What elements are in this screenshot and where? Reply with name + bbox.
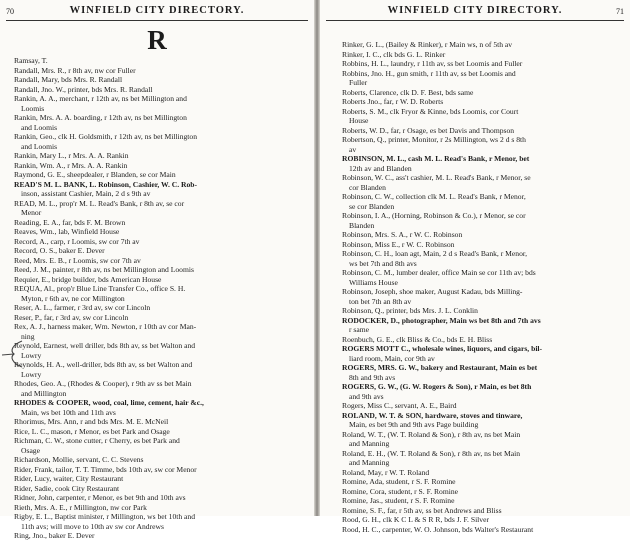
left-entry-list	[14, 56, 306, 541]
directory-entry: Robinson, W. C., ass't cashier, M. L. Read's Bank, r Menor, se	[342, 173, 531, 182]
directory-entry: Robbins, H. L., laundry, r 11th av, ss bet Loomis and Fuller	[342, 59, 523, 68]
directory-entry: Roenbuch, G. E., clk Bliss & Co., bds E. H. Bliss	[342, 334, 493, 344]
entry-continuation: Blanden	[349, 220, 375, 230]
directory-entry: Roland, May, r W. T. Roland	[342, 467, 430, 477]
entry-continuation: and Loomis	[21, 122, 58, 132]
entry-continuation: av	[349, 144, 357, 154]
left-page	[0, 0, 314, 540]
directory-entry: Rinker, I. C., clk bds G. L. Rinker	[342, 49, 446, 59]
directory-entry: Reed, J. M., painter, r 8th av, ns bet Millington and Loomis	[14, 265, 194, 274]
directory-entry: Reser, A. L., farmer, r 3rd av, sw cor Lincoln	[14, 303, 151, 312]
directory-entry: Rinker, G. L., (Bailey & Rinker), r Main ws, n of 5th av	[342, 40, 513, 49]
directory-entry: Ring, Jno., baker E. Dever	[14, 531, 95, 540]
directory-entry: Roberts, W. D., far, r Osage, es bet Davis and Thompson	[342, 125, 515, 135]
directory-entry: Rigby, E. L., Baptist minister, r Millington, ws bet 10th and	[14, 512, 196, 521]
section-letter: R	[147, 25, 167, 55]
directory-entry: Reynolds, H. A., well-driller, bds 8th av, ss bet Walton and	[14, 360, 193, 369]
directory-entry: Reaves, Wm., lab, Winfield House	[14, 227, 120, 236]
directory-entry: ROBINSON, M. L., cash M. L. Read's Bank, r Menor, bet	[342, 154, 530, 163]
entry-continuation: ning	[21, 331, 35, 341]
pencil-bracket-mark	[0, 339, 28, 369]
directory-entry: Roland, E. H., (W. T. Roland & Son), r 8th av, ns bet Main	[342, 448, 521, 458]
directory-entry: Rankin, Wm. A., r Mrs. A. A. Rankin	[14, 160, 128, 170]
directory-entry: Ridner, John, carpenter, r Menor, es bet 9th and 10th avs	[14, 493, 186, 502]
directory-entry: RODOCKER, D., photographer, Main ws bet 8th and 7th avs	[342, 315, 541, 325]
entry-continuation: 11th avs; will move to 10th av sw cor Andrews	[21, 521, 164, 531]
directory-entry: Robinson, I. A., (Horning, Robinson & Co.), r Menor, se cor	[342, 211, 526, 220]
entry-continuation: and Manning	[349, 439, 390, 448]
directory-entry: Rider, Sadie, cook City Restaurant	[14, 483, 120, 493]
directory-entry: Roland, W. T., (W. T. Roland & Son), r 8th av, ns bet Main	[342, 429, 521, 439]
entry-continuation: liard room, Main, cor 9th av	[349, 353, 435, 363]
directory-entry: Rex, A. J., harness maker, Wm. Newton, r 10th av cor Man-	[14, 322, 197, 331]
directory-entry: Randall, Mrs. R., r 8th av, nw cor Fuller	[14, 65, 136, 75]
directory-entry: Roberts, S. M., clk Fryor & Kinne, bds Loomis, cor Court	[342, 106, 519, 116]
directory-entry: ROLAND, W. T. & SON, hardware, stoves and tinware,	[342, 410, 523, 420]
directory-entry: Roberts Jno., far, r W. D. Roberts	[342, 97, 444, 106]
running-head: WINFIELD CITY DIRECTORY.	[69, 5, 245, 16]
directory-entry: Rogers, Miss C., servant, A. E., Baird	[342, 401, 457, 410]
entry-continuation: r same	[349, 325, 370, 334]
directory-entry: Robinson, Mrs. S. A., r W. C. Robinson	[342, 230, 463, 239]
entry-continuation: Lowry	[21, 369, 42, 379]
entry-continuation: Osage	[21, 445, 40, 455]
directory-entry: Reading, E. A., far, bds F. M. Brown	[14, 217, 126, 227]
directory-entry: Rankin, Mrs. A. A. boarding, r 12th av, ns bet Millington	[14, 113, 187, 122]
page-number: 70	[6, 7, 14, 16]
directory-entry: Romine, Cora, student, r S. F. Romine	[342, 486, 459, 496]
page-number: 71	[616, 7, 624, 16]
directory-entry: ROGERS, G. W., (G. W. Rogers & Son), r Main, es bet 8th	[342, 382, 532, 391]
entry-continuation: Myton, r 6th av, ne cor Millington	[21, 293, 125, 303]
entry-continuation: House	[349, 116, 369, 125]
directory-entry: Rhodes, Geo. A., (Rhodes & Cooper), r 9th av ss bet Main	[14, 379, 192, 388]
entry-continuation: ton bet 7th an 8th av	[349, 296, 412, 306]
directory-entry: Robinson, Q., printer, bds Mrs. J. L. Conklin	[342, 306, 478, 315]
directory-entry: Raymond, G. E., sheepdealer, r Blanden, se cor Main	[14, 170, 176, 179]
entry-continuation: Main, ws bet 10th and 11th avs	[21, 407, 116, 417]
directory-entry: Reynold, Earnest, well driller, bds 8th av, ss bet Walton and	[14, 341, 196, 350]
directory-entry: Rhorimus, Mrs. Ann, r and bds Mrs. M. E. McNeil	[14, 417, 169, 426]
directory-entry: Rankin, A. A., merchant, r 12th av, ns bet Millington and	[14, 94, 187, 103]
directory-entry: ROGERS, MRS. G. W., bakery and Restaurant, Main es bet	[342, 363, 538, 372]
directory-entry: Record, A., carp, r Loomis, sw cor 7th av	[14, 236, 140, 246]
entry-continuation: Lowry	[21, 350, 42, 360]
directory-entry: READ, M. L., prop'r M. L. Read's Bank, r 8th av, se cor	[14, 198, 185, 208]
entry-continuation: Loomis	[21, 103, 45, 113]
running-head: WINFIELD CITY DIRECTORY.	[387, 5, 563, 16]
entry-continuation: Fuller	[349, 78, 368, 87]
directory-entry: Rood, G. H., clk K C L & S R R, bds J. F. Silver	[342, 515, 489, 524]
directory-entry: Rice, L. C., mason, r Menor, es bet Park and Osage	[14, 426, 170, 436]
directory-entry: Ramsay, T.	[14, 56, 48, 65]
directory-entry: Robinson, C. H., loan agt, Main, 2 d s Read's Bank, r Menor,	[342, 249, 527, 258]
entry-continuation: Williams House	[349, 277, 398, 287]
directory-entry: Romine, S. F., far, r 5th av, ss bet Andrews and Bliss	[342, 505, 502, 515]
entry-continuation: ws bet 7th and 8th avs	[349, 258, 417, 268]
directory-entry: Rider, Lucy, waiter, City Restaurant	[14, 474, 124, 483]
directory-entry: Robinson, C. M., lumber dealer, office Main se cor 11th av; bds	[342, 268, 536, 277]
directory-entry: ROGERS MOTT C., wholesale wines, liquors, and cigars, bil-	[342, 344, 543, 353]
entry-continuation: Main, es bet 9th and 9th avs Page building	[349, 420, 479, 429]
entry-continuation: cor Blanden	[349, 182, 386, 192]
directory-entry: Rankin, Mary L., r Mrs. A. A. Rankin	[14, 151, 129, 160]
entry-continuation: and 9th avs	[349, 391, 384, 401]
directory-entry: Romine, Ada, student, r S. F. Romine	[342, 477, 456, 486]
right-page	[320, 0, 630, 534]
entry-continuation: and Loomis	[21, 141, 58, 151]
directory-entry: RHODES & COOPER, wood, coal, lime, cement, hair &c.,	[14, 398, 204, 407]
directory-entry: REQUA, Al., prop'r Blue Line Transfer Co., office S. H.	[14, 284, 186, 293]
directory-entry: Robertson, Q., printer, Monitor, r 2s Millington, ws 2 d s 8th	[342, 135, 526, 144]
right-page-header	[326, 5, 624, 19]
directory-entry: Rankin, Geo., clk H. Goldsmith, r 12th av, ns bet Millington	[14, 132, 198, 141]
entry-continuation: 12th av and Blanden	[349, 163, 412, 173]
header-rule	[6, 20, 308, 21]
directory-entry: Romine, Jas., student, r S. F. Romine	[342, 496, 455, 505]
directory-entry: Rood, H. C., carpenter, W. O. Johnson, bds Walter's Restaurant	[342, 524, 534, 534]
directory-entry: Rider, Frank, tailor, T. T. Timme, bds 10th av, sw cor Menor	[14, 464, 197, 474]
entry-continuation: 8th and 9th avs	[349, 372, 396, 382]
directory-entry: Requier, E., bridge builder, bds American House	[14, 274, 162, 284]
right-entry-list	[342, 40, 620, 534]
entry-continuation: inson, assistant Cashier, Main, 2 d s 9th av	[21, 189, 151, 198]
directory-entry: Robinson, C. W., collection clk M. L. Read's Bank, r Menor,	[342, 192, 526, 201]
left-page-header	[6, 5, 308, 19]
entry-continuation: and Millington	[21, 388, 67, 398]
directory-entry: Record, O. S., baker E. Dever	[14, 246, 105, 255]
directory-entry: Robbins, Jno. H., gun smith, r 11th av, ss bet Loomis and	[342, 68, 516, 78]
directory-entry: Randall, Mary, bds Mrs. R. Randall	[14, 75, 123, 84]
directory-entry: READ'S M. L. BANK, L. Robinson, Cashier, W. C. Rob-	[14, 179, 198, 189]
directory-entry: Reed, Mrs. E. B., r Loomis, sw cor 7th av	[14, 255, 141, 265]
directory-entry: Richman, C. W., stone cutter, r Cherry, es bet Park and	[14, 436, 180, 445]
directory-entry: Reser, P., far, r 3rd av, sw cor Lincoln	[14, 312, 129, 322]
entry-continuation: se cor Blanden	[349, 201, 395, 211]
entry-continuation: Menor	[21, 208, 42, 217]
directory-entry: Robinson, Joseph, shoe maker, August Kadau, bds Milling-	[342, 287, 523, 296]
directory-entry: Robinson, Miss E., r W. C. Robinson	[342, 239, 455, 249]
directory-entry: Randall, Jno. W., printer, bds Mrs. R. Randall	[14, 84, 153, 94]
directory-entry: Richardson, Mollie, servant, C. C. Stevens	[14, 455, 144, 464]
entry-continuation: and Manning	[349, 458, 390, 467]
header-rule	[326, 20, 624, 21]
directory-entry: Rieth, Mrs. A. E., r Millington, nw cor Park	[14, 502, 147, 512]
directory-entry: Roberts, Clarence, clk D. F. Best, bds same	[342, 87, 474, 97]
